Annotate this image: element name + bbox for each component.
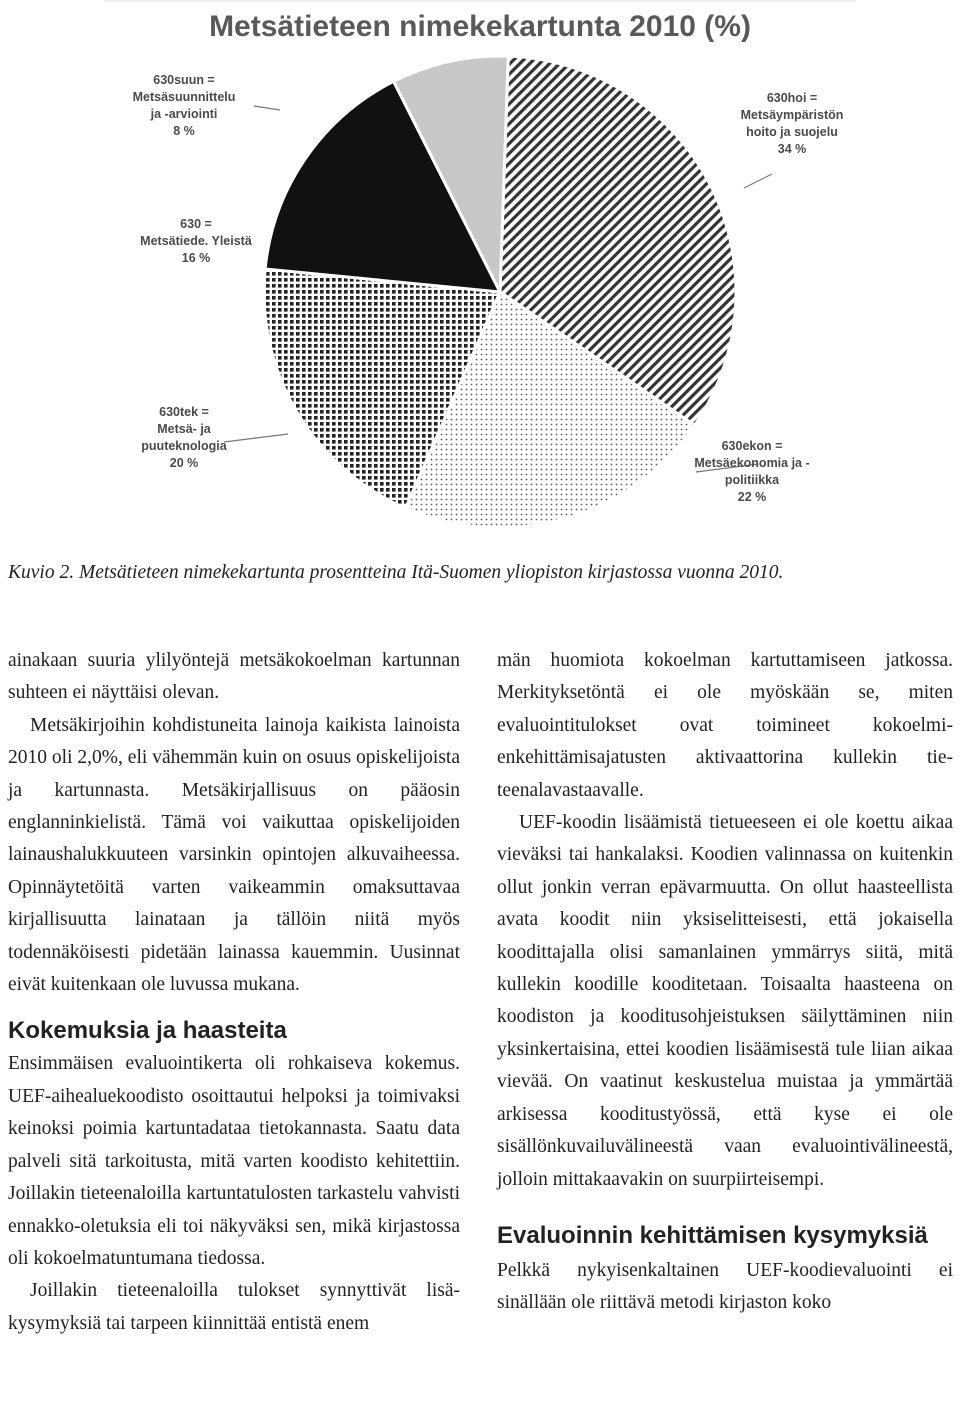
- right-paragraph-3: Pelkkä nykyisenkaltainen UEF-koodievaluointi ei sinällään ole riittävä metodi kirjaston koko: [497, 1259, 953, 1314]
- slice-label-line: 630suun =: [153, 73, 215, 87]
- slice-leader-line: [224, 434, 288, 442]
- section-heading-evaluoinnin: Evaluoinnin kehittämisen kysymyksiä: [497, 1221, 928, 1249]
- slice-label-line: puuteknologia: [141, 439, 227, 453]
- slice-label-line: politiikka: [724, 473, 780, 487]
- slice-label-line: Metsäekonomia ja -: [694, 456, 810, 470]
- slice-label-line: hoito ja suojelu: [746, 125, 838, 139]
- figure-caption: Kuvio 2. Metsätieteen nimekekartunta prosentteina Itä-Suomen yliopiston kirjastossa vuonna 2010.: [8, 562, 784, 583]
- slice-label-line: 20 %: [169, 456, 199, 470]
- chart-title: Metsätieteen nimekekartunta 2010 (%): [209, 10, 751, 43]
- slice-label: [741, 91, 844, 156]
- slice-label-line: ja -arviointi: [150, 107, 218, 121]
- left-paragraph-3: Ensimmäisen evaluointikerta oli rohkaiseva kokemus. UEF-aihealuekoodisto osoittautui helpoksi ja toimivaksi keinoksi poimia kartuntadataa tietokannasta. Saatu data palveli sitä tarkoitusta, mitä varten koodisto kehitettiin. Joillakin tieteenaloilla kartuntatulosten tarkastelu vahvisti ennakko-oletuksia eli toi näkyväksi sen, mikä kirjastossa oli kokoelmatuntumana tiedossa.: [8, 1053, 460, 1269]
- slice-label-line: 630tek =: [159, 405, 209, 419]
- slice-label: [133, 73, 236, 138]
- right-column: [497, 645, 953, 1320]
- pie-chart: [104, 0, 856, 532]
- slice-leader-line: [254, 106, 280, 110]
- slice-label-line: 630 =: [180, 217, 212, 231]
- slice-label: [140, 217, 252, 265]
- slice-leader-line: [744, 174, 772, 188]
- slice-label-line: 8 %: [173, 124, 195, 138]
- slice-label-line: 34 %: [777, 142, 807, 156]
- section-heading-kokemuksia: Kokemuksia ja haasteita: [8, 1017, 287, 1045]
- slice-label-line: Metsäsuunnittelu: [132, 90, 236, 104]
- left-paragraph-2: Metsäkirjoihin kohdistuneita lainoja kaikista lainoista 2010 oli 2,0%, eli vähemmän kuin on osuus opiskelijoista ja kartunnasta. Metsäkirjallisuus on pääosin englanninkielistä. Tämä voi vaikuttaa opiskelijoiden lainaushalukkuuteen varsinkin opintojen alkuvaiheessa. Opinnäytetöitä varten vaikeammin omaksuttavaa kirjallisuutta lainataan ja tällöin niitä myös todennäköisesti pidetään lainassa kauemmin. Uusinnat eivät kuitenkaan ole luvussa mukana.: [8, 714, 460, 996]
- left-paragraph-4: Joillakin tieteenaloilla tulokset synnyttivät lisäkysymyksiä tai tarpeen kiinnittää entistä enem: [8, 1280, 460, 1334]
- slice-label: [694, 439, 809, 504]
- slice-label-line: 630ekon =: [721, 439, 783, 453]
- left-column: [8, 645, 460, 1340]
- slice-label: [141, 405, 227, 470]
- slice-label-line: 22 %: [737, 490, 767, 504]
- pie-chart-svg: [104, 2, 856, 532]
- slice-label-line: Metsätiede. Yleistä: [140, 234, 252, 248]
- slice-label-line: Metsä- ja: [157, 422, 211, 436]
- right-paragraph-1: män huomiota kokoelman kartuttamiseen jatkossa. Merkityksetöntä ei ole myöskään se, miten evaluointitulokset ovat toimineet kokoelmienkehittämisajatusten aktivaattorina kullekin tieteenalavastaavalle.: [497, 650, 953, 801]
- right-paragraph-2: UEF-koodin lisäämistä tietueeseen ei ole koettu aikaa vieväksi tai hankalaksi. Koodien valinnassa on kuitenkin ollut jonkin verran epävarmuutta. On ollut haasteellista avata koodit niin yksiselitteisesti, että jokaisella koodittajalla olisi samanlainen ymmärrys siitä, mitä kullekin koodille kooditetaan. Toisaalta haasteena on koodiston ja kooditusohjeistuksen säilyttäminen niin yksinkertaisina, ettei koodien lisäämisestä tule liian aikaa vievää. On vaatinut keskustelua muistaa ja ymmärtää arkisessa kooditustyössä, että kyse ei ole sisällönkuvailuvälineestä vaan evaluointivälineestä, jolloin mittakaavakin on suurpiirteisempi.: [497, 812, 953, 1190]
- slice-label-line: 630hoi =: [766, 91, 818, 105]
- slice-label-line: 16 %: [181, 251, 211, 265]
- slice-label-line: Metsäympäristön: [740, 108, 844, 122]
- left-paragraph-1: ainakaan suuria ylilyöntejä metsäkokoelman kartunnan suhteen ei näyttäisi olevan.: [8, 650, 460, 704]
